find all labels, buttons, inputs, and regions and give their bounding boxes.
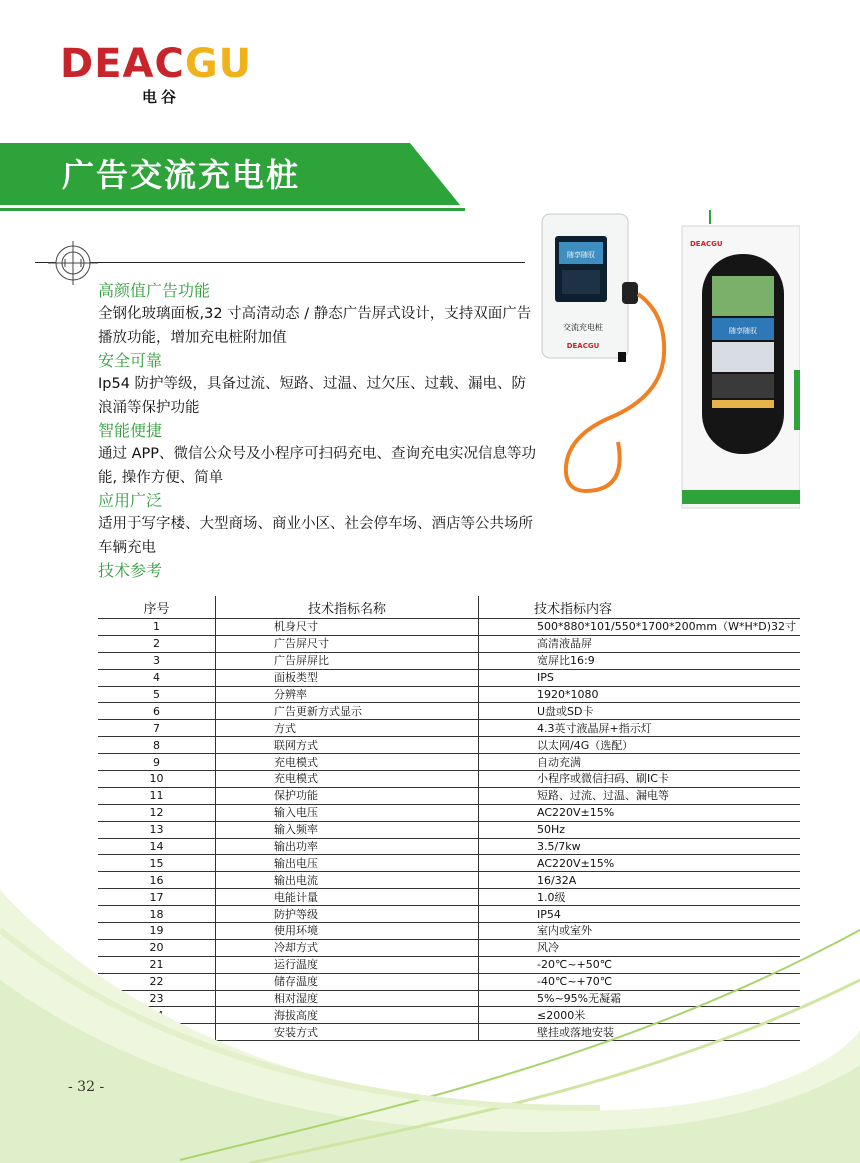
row-index-cell: 23 bbox=[98, 990, 216, 1007]
logo-chinese: 电谷 bbox=[142, 88, 181, 106]
table-row bbox=[98, 804, 800, 821]
feature-heading: 安全可靠 bbox=[98, 351, 163, 370]
row-value-cell: U盘或SD卡 bbox=[479, 703, 801, 720]
row-index-cell: 19 bbox=[98, 923, 216, 940]
row-name-cell: 保护功能 bbox=[216, 787, 479, 804]
row-index-cell: 18 bbox=[98, 906, 216, 923]
row-value-cell: 高清液晶屏 bbox=[479, 635, 801, 652]
title-underline bbox=[0, 208, 465, 211]
row-index-cell: 5 bbox=[98, 686, 216, 703]
row-index-cell: 13 bbox=[98, 821, 216, 838]
table-row bbox=[98, 737, 800, 754]
feature-heading: 应用广泛 bbox=[98, 491, 163, 510]
row-value-cell: 1920*1080 bbox=[479, 686, 801, 703]
table-header-row bbox=[98, 596, 800, 619]
column-header-name: 技术指标名称 bbox=[216, 596, 479, 619]
table-row bbox=[98, 703, 800, 720]
row-name-cell: 方式 bbox=[216, 720, 479, 737]
svg-text:DEACGU: DEACGU bbox=[566, 342, 600, 350]
feature-body: 适用于写字楼、大型商场、商业小区、社会停车场、酒店等公共场所车辆充电 bbox=[98, 516, 533, 556]
logo-word-yellow: GU bbox=[184, 41, 253, 87]
row-name-cell: 安装方式 bbox=[216, 1024, 479, 1041]
row-index-cell: 17 bbox=[98, 889, 216, 906]
row-name-cell: 海拔高度 bbox=[216, 1007, 479, 1024]
row-index-cell: 2 bbox=[98, 635, 216, 652]
wall-charger-illustration bbox=[542, 214, 664, 491]
feature-section bbox=[98, 490, 540, 560]
row-value-cell: IP54 bbox=[479, 906, 801, 923]
row-value-cell: 以太网/4G（选配） bbox=[479, 737, 801, 754]
table-row bbox=[98, 635, 800, 652]
row-index-cell: 10 bbox=[98, 771, 216, 788]
feature-section bbox=[98, 420, 540, 490]
table-row bbox=[98, 787, 800, 804]
row-name-cell: 储存温度 bbox=[216, 973, 479, 990]
row-value-cell: 短路、过流、过温、漏电等 bbox=[479, 787, 801, 804]
table-row bbox=[98, 754, 800, 771]
row-name-cell: 机身尺寸 bbox=[216, 619, 479, 636]
row-name-cell: 广告屏屏比 bbox=[216, 652, 479, 669]
row-name-cell: 面板类型 bbox=[216, 669, 479, 686]
table-row bbox=[98, 838, 800, 855]
row-name-cell: 联网方式 bbox=[216, 737, 479, 754]
table-row bbox=[98, 771, 800, 788]
table-row bbox=[98, 652, 800, 669]
row-value-cell: 50Hz bbox=[479, 821, 801, 838]
page-number: - 32 - bbox=[68, 1079, 105, 1095]
row-name-cell: 广告更新方式显示 bbox=[216, 703, 479, 720]
row-index-cell: 3 bbox=[98, 652, 216, 669]
row-value-cell: IPS bbox=[479, 669, 801, 686]
table-row bbox=[98, 669, 800, 686]
row-name-cell: 输出电流 bbox=[216, 872, 479, 889]
row-index-cell: 4 bbox=[98, 669, 216, 686]
feature-section bbox=[98, 350, 540, 420]
row-name-cell: 输入电压 bbox=[216, 804, 479, 821]
product-image bbox=[538, 210, 800, 510]
row-index-cell: 22 bbox=[98, 973, 216, 990]
row-name-cell: 运行温度 bbox=[216, 956, 479, 973]
feature-section bbox=[98, 280, 540, 350]
row-index-cell: 1 bbox=[98, 619, 216, 636]
row-name-cell: 使用环境 bbox=[216, 923, 479, 940]
row-name-cell: 分辨率 bbox=[216, 686, 479, 703]
row-index-cell: 7 bbox=[98, 720, 216, 737]
row-value-cell: 4.3英寸液晶屏+指示灯 bbox=[479, 720, 801, 737]
row-name-cell: 相对湿度 bbox=[216, 990, 479, 1007]
feature-heading: 智能便捷 bbox=[98, 421, 163, 440]
row-value-cell: -40℃~+70℃ bbox=[479, 973, 801, 990]
row-index-cell: 21 bbox=[98, 956, 216, 973]
row-value-cell: AC220V±15% bbox=[479, 855, 801, 872]
page-title: 广告交流充电桩 bbox=[62, 156, 301, 194]
row-name-cell: 电能计量 bbox=[216, 889, 479, 906]
row-value-cell: 风冷 bbox=[479, 939, 801, 956]
row-name-cell: 广告屏尺寸 bbox=[216, 635, 479, 652]
row-index-cell: 14 bbox=[98, 838, 216, 855]
column-header-value: 技术指标内容 bbox=[479, 596, 801, 619]
feature-section bbox=[98, 560, 540, 582]
row-index-cell: 15 bbox=[98, 855, 216, 872]
brand-logo bbox=[60, 41, 275, 106]
row-name-cell: 冷却方式 bbox=[216, 939, 479, 956]
table-row bbox=[98, 686, 800, 703]
row-index-cell: 6 bbox=[98, 703, 216, 720]
row-value-cell: 1.0级 bbox=[479, 889, 801, 906]
feature-body: Ip54 防护等级，具备过流、短路、过温、过欠压、过载、漏电、防浪涌等保护功能 bbox=[98, 376, 527, 416]
feature-heading: 技术参考 bbox=[98, 561, 163, 580]
section-rule bbox=[35, 262, 525, 263]
logo-word-red: DEAC bbox=[60, 41, 185, 87]
row-value-cell: 3.5/7kw bbox=[479, 838, 801, 855]
row-value-cell: 壁挂或落地安装 bbox=[479, 1024, 801, 1041]
row-value-cell: -20℃~+50℃ bbox=[479, 956, 801, 973]
table-row bbox=[98, 821, 800, 838]
row-value-cell: 5%~95%无凝霜 bbox=[479, 990, 801, 1007]
row-index-cell: 11 bbox=[98, 787, 216, 804]
table-row bbox=[98, 720, 800, 737]
feature-body: 全钢化玻璃面板,32 寸高清动态 / 静态广告屏式设计，支持双面广告播放功能，增加充电桩附加值 bbox=[98, 306, 532, 346]
row-name-cell: 输出电压 bbox=[216, 855, 479, 872]
row-name-cell: 充电模式 bbox=[216, 754, 479, 771]
feature-heading: 高颜值广告功能 bbox=[98, 281, 211, 300]
stand-charger-illustration bbox=[682, 210, 800, 508]
row-name-cell: 充电模式 bbox=[216, 771, 479, 788]
feature-list bbox=[98, 280, 540, 582]
svg-text:交流充电桩: 交流充电桩 bbox=[563, 323, 603, 332]
svg-text:DEACGU: DEACGU bbox=[690, 240, 723, 248]
row-index-cell: 16 bbox=[98, 872, 216, 889]
feature-body: 通过 APP、微信公众号及小程序可扫码充电、查询充电实况信息等功能, 操作方便、简单 bbox=[98, 446, 537, 486]
row-value-cell: 16/32A bbox=[479, 872, 801, 889]
row-value-cell: 宽屏比16:9 bbox=[479, 652, 801, 669]
logo-wordmark bbox=[60, 42, 275, 86]
row-value-cell: ≤2000米 bbox=[479, 1007, 801, 1024]
svg-text:随享随驭: 随享随驭 bbox=[729, 327, 757, 335]
row-name-cell: 输入频率 bbox=[216, 821, 479, 838]
table-row bbox=[98, 619, 800, 636]
row-value-cell: AC220V±15% bbox=[479, 804, 801, 821]
row-value-cell: 小程序或微信扫码、刷IC卡 bbox=[479, 771, 801, 788]
svg-text:随享随驭: 随享随驭 bbox=[567, 251, 595, 259]
row-index-cell: 12 bbox=[98, 804, 216, 821]
row-value-cell: 室内或室外 bbox=[479, 923, 801, 940]
row-value-cell: 500*880*101/550*1700*200mm（W*H*D)32寸 bbox=[479, 619, 801, 636]
column-header-index: 序号 bbox=[98, 596, 216, 619]
row-index-cell: 9 bbox=[98, 754, 216, 771]
row-value-cell: 自动充满 bbox=[479, 754, 801, 771]
row-index-cell: 8 bbox=[98, 737, 216, 754]
row-name-cell: 输出功率 bbox=[216, 838, 479, 855]
row-name-cell: 防护等级 bbox=[216, 906, 479, 923]
decorative-swoosh bbox=[0, 860, 860, 1163]
row-index-cell: 20 bbox=[98, 939, 216, 956]
